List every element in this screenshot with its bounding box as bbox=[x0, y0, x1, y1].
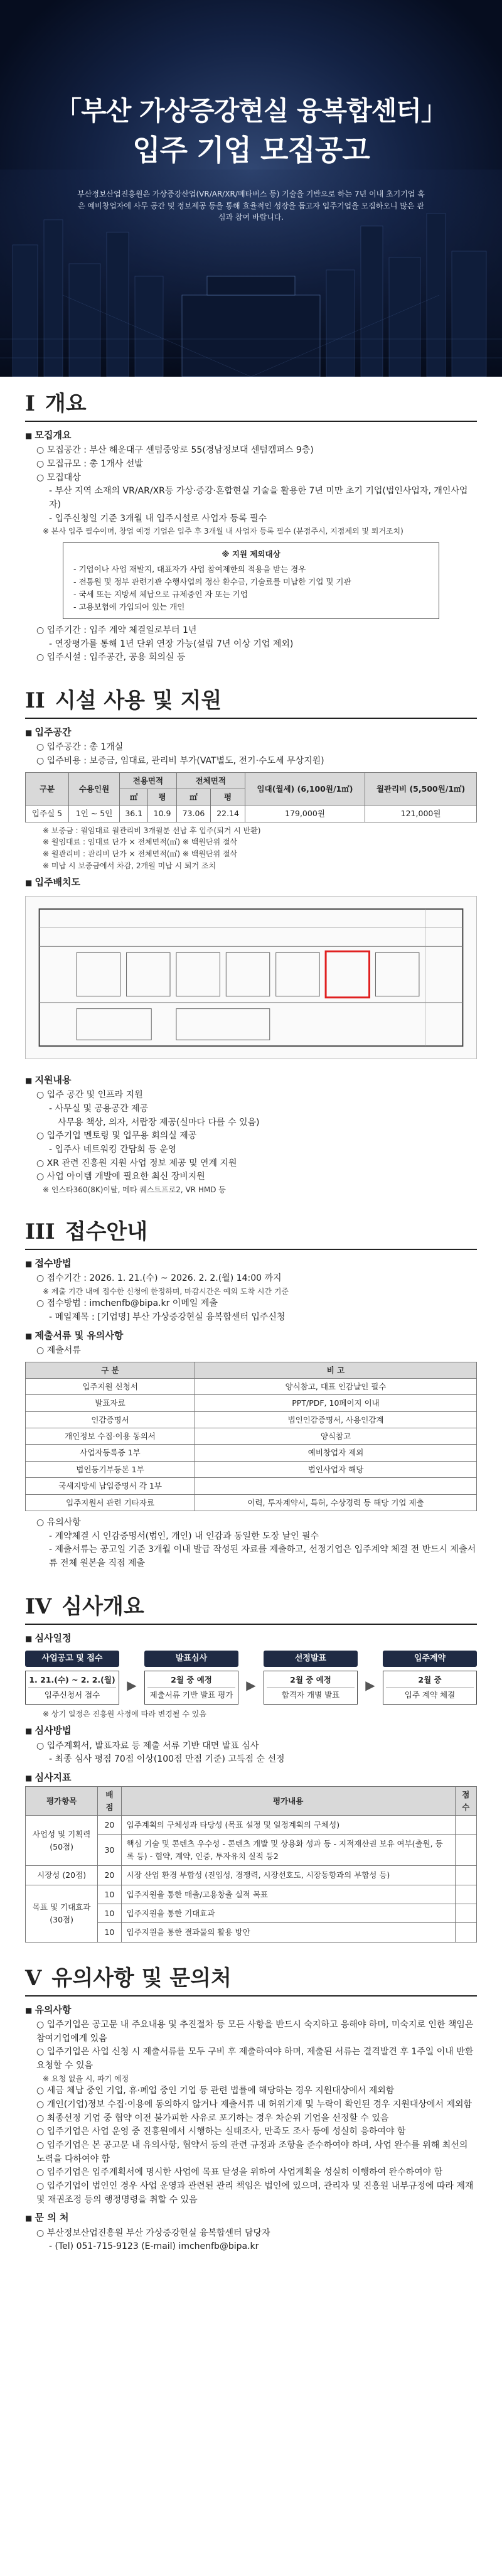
exclusion-item: - 고용보험에 가입되어 있는 개인 bbox=[73, 601, 429, 613]
section-number: IV bbox=[25, 1593, 52, 1619]
banner-title-line1: 「부산 가상증강현실 융복합센터」 bbox=[55, 95, 447, 126]
heading-floor-plan: ■ 입주배치도 bbox=[25, 875, 477, 890]
note-item: ○ 개인(기업)정보 수집·이용에 동의하지 않거나 제출서류 내 허위기재 및 누락이 확인된 경우 지원대상에서 제외함 bbox=[25, 2098, 477, 2112]
method-line: ○ 입주계획서, 발표자료 등 제출 서류 기반 대면 발표 심사 bbox=[25, 1740, 477, 1754]
note-item: ○ 세금 체납 중인 기업, 휴·폐업 중인 기업 등 관련 법률에 해당하는 경우 지원대상에서 제외함 bbox=[25, 2084, 477, 2098]
cell: 법인인감증명서, 사용인감계 bbox=[195, 1411, 477, 1428]
recruit-scale: ○ 모집규모 : 총 1개사 선발 bbox=[25, 458, 477, 472]
process-step bbox=[264, 1651, 358, 1705]
section-title: 시설 사용 및 지원 bbox=[55, 688, 222, 714]
note-item: ○ 입주기업은 공고문 내 주요내용 및 추진절차 등 모든 사항을 반드시 숙지하고 응해야 하며, 미숙지로 인한 책임은 참여기업에게 있음 bbox=[25, 2018, 477, 2045]
step-title: 사업공고 및 접수 bbox=[25, 1651, 119, 1667]
cell: 법인사업자 해당 bbox=[195, 1461, 477, 1477]
heading-criteria: ■ 심사지표 bbox=[25, 1770, 477, 1785]
recruit-facility: ○ 입주시설 : 입주공간, 공용 회의실 등 bbox=[25, 651, 477, 665]
recruit-space: ○ 모집공간 : 부산 해운대구 센텀중앙로 55(경남정보대 센텀캠퍼스 9층) bbox=[25, 444, 477, 458]
cell-content: 입주계획의 구체성과 타당성 (목표 설정 및 일정계획의 구체성) bbox=[121, 1816, 455, 1835]
support-sub: - 사무실 및 공용공간 제공 bbox=[25, 1102, 477, 1116]
table-row bbox=[26, 1816, 477, 1835]
heading-notes: ■ 유의사항 bbox=[25, 2003, 477, 2017]
period-extension: - 연장평가를 통해 1년 단위 연장 가능(설립 7년 이상 기업 제외) bbox=[25, 638, 477, 652]
section-overview bbox=[0, 377, 502, 674]
exclusion-item: - 전통원 및 정부 관련기관 수행사업의 정산 환수금, 기술료를 미납한 기업 및 기관 bbox=[73, 576, 429, 588]
cell-content: 시장 산업 환경 부합성 (진입성, 경쟁력, 시장선호도, 시장동향과의 부합성 등) bbox=[121, 1866, 455, 1885]
cell-group: 시장성 (20점) bbox=[26, 1866, 98, 1885]
process-flow bbox=[25, 1651, 477, 1705]
section-number: V bbox=[25, 1965, 42, 1991]
cell: 입주실 5 bbox=[26, 806, 69, 822]
contact-details: - (Tel) 051-715-9123 (E-mail) imchenfb@bipa.kr bbox=[25, 2240, 477, 2254]
table-note: ※ 월임대료 : 임대료 단가 × 전체면적(㎡) ※ 백원단위 절삭 bbox=[43, 838, 238, 847]
cell-points: 10 bbox=[98, 1904, 121, 1922]
cell-content: 입주지원을 통한 매출/고용창출 실적 목표 bbox=[121, 1885, 455, 1904]
hero-banner bbox=[0, 0, 502, 377]
cell-group: 목표 및 기대효과 (30점) bbox=[26, 1885, 98, 1942]
section-number: II bbox=[25, 688, 45, 714]
caution-heading: ○ 유의사항 bbox=[25, 1516, 477, 1530]
exclusion-item: - 기업이나 사업 재발지, 대표자가 사업 참여제한의 적용을 받는 경우 bbox=[73, 563, 429, 576]
documents-subheading: ○ 제출서류 bbox=[25, 1344, 477, 1358]
space-item: ○ 입주비용 : 보증금, 임대료, 관리비 부가(VAT별도, 전기·수도세 무상지원) bbox=[25, 755, 477, 768]
table-row bbox=[26, 1378, 477, 1394]
table-row bbox=[26, 1866, 477, 1885]
step-body bbox=[264, 1671, 358, 1705]
th-capacity: 수용인원 bbox=[69, 772, 120, 806]
exclusion-title: ※ 지원 제외대상 bbox=[222, 549, 280, 559]
step-desc: 입주 계약 체결 bbox=[404, 1690, 456, 1700]
cell-points: 30 bbox=[98, 1835, 121, 1866]
step-body bbox=[383, 1671, 477, 1705]
cell-score bbox=[455, 1923, 476, 1942]
arrow-right-icon: ▶ bbox=[246, 1678, 256, 1693]
section-review bbox=[0, 1580, 502, 1951]
documents-table bbox=[25, 1362, 477, 1511]
th-category: 구분 bbox=[26, 772, 69, 806]
exclusion-criteria-box bbox=[63, 542, 439, 619]
section-title: 개요 bbox=[45, 391, 87, 416]
step-title: 발표심사 bbox=[144, 1651, 238, 1667]
cell-score bbox=[455, 1904, 476, 1922]
step-body bbox=[25, 1671, 119, 1705]
cell: 발표자료 bbox=[26, 1395, 195, 1411]
section-header bbox=[25, 377, 477, 421]
application-period-note: ※ 제출 기간 내에 접수한 신청에 한정하며, 마감시간은 예외 도착 시간 기준 bbox=[43, 1286, 289, 1296]
th-total-area: 전체면적 bbox=[176, 772, 245, 789]
section-header bbox=[25, 1580, 477, 1624]
process-step bbox=[25, 1651, 119, 1705]
table-row bbox=[26, 1411, 477, 1428]
cell-content: 입주지원을 통한 기대효과 bbox=[121, 1904, 455, 1922]
note-item: ○ 입주기업은 입주계획서에 명시한 사업에 목표 달성을 위하여 사업계획을 성실히 이행하여 완수하여야 함 bbox=[25, 2166, 477, 2180]
cell: 개인정보 수집·이용 동의서 bbox=[26, 1428, 195, 1445]
section-number: I bbox=[25, 391, 35, 416]
recruit-target: ○ 모집대상 bbox=[25, 472, 477, 485]
section-number: III bbox=[25, 1219, 55, 1244]
step-title: 선정발표 bbox=[264, 1651, 358, 1667]
note-item: ○ 입주기업은 본 공고문 내 유의사항, 협약서 등의 관련 규정과 조항을 준수하여야 하며, 사업 완수를 위해 최선의 노력을 다하여야 함 bbox=[25, 2139, 477, 2166]
support-sub: - 입주사 네트워킹 간담회 등 운영 bbox=[25, 1143, 477, 1157]
cell-group: 사업성 및 기획력 (50점) bbox=[26, 1816, 98, 1866]
table-row bbox=[26, 1428, 477, 1445]
caution-item: - 계약체결 시 인감증명서(법인, 개인) 내 인감과 동일한 도장 날인 필수 bbox=[25, 1530, 477, 1544]
banner-title-line2: 입주 기업 모집공고 bbox=[132, 133, 370, 167]
cell: 국세지방세 납입증명서 각 1부 bbox=[26, 1478, 195, 1494]
application-email: ○ 접수방법 : imchenfb@bipa.kr 이메일 제출 bbox=[25, 1297, 477, 1311]
cell: 179,000원 bbox=[245, 806, 365, 822]
section-title: 유의사항 및 문의처 bbox=[51, 1965, 232, 1991]
cell-score bbox=[455, 1885, 476, 1904]
th-doc-note: 비 고 bbox=[195, 1362, 477, 1378]
th-rent: 임대(월세) (6,100원/1㎡) bbox=[245, 772, 365, 806]
cell: 인감증명서 bbox=[26, 1411, 195, 1428]
cell: 73.06 bbox=[176, 806, 211, 822]
arrow-right-icon: ▶ bbox=[365, 1678, 375, 1693]
step-date: 2월 중 예정 bbox=[147, 1674, 235, 1688]
table-note: ※ 보증금 : 월임대료 월관리비 3개월분 선납 후 입주(퇴거 시 반환) bbox=[43, 826, 261, 835]
section-header bbox=[25, 674, 477, 718]
support-item: ○ 사업 아이템 개발에 필요한 최신 장비지원 bbox=[25, 1170, 477, 1184]
exclusion-item: - 국세 또는 지방세 체납으로 규제중인 자 또는 기업 bbox=[73, 588, 429, 601]
cell: 이력, 투자계약서, 특허, 수상경력 등 해당 기업 제출 bbox=[195, 1494, 477, 1511]
note-sub: ※ 요청 없을 시, 파기 예정 bbox=[43, 2074, 129, 2083]
th-item: 평가항목 bbox=[26, 1787, 98, 1816]
th-unit: 평 bbox=[211, 789, 245, 806]
section-facility-support bbox=[0, 674, 502, 1205]
th-unit: ㎡ bbox=[120, 789, 148, 806]
step-desc: 제출서류 기반 발표 평가 bbox=[149, 1690, 233, 1700]
table-row bbox=[26, 806, 477, 822]
section-title: 접수안내 bbox=[65, 1219, 148, 1244]
table-row bbox=[26, 1461, 477, 1477]
cell-content: 입주지원을 통한 결과물의 활용 방안 bbox=[121, 1923, 455, 1942]
process-note: ※ 상기 일정은 진흥원 사정에 따라 변경될 수 있음 bbox=[43, 1709, 206, 1718]
process-step bbox=[383, 1651, 477, 1705]
application-email-subject: - 메일제목 : [기업명] 부산 가상증강현실 융복합센터 입주신청 bbox=[25, 1311, 477, 1325]
section-header bbox=[25, 1951, 477, 1995]
th-maintenance: 월관리비 (5,500원/1㎡) bbox=[365, 772, 477, 806]
note-item: ○ 입주기업은 사업 신청 시 제출서류를 모두 구비 후 제출하여야 하며, 제출된 서류는 결격발견 후 1주일 이내 반환 요청할 수 있음 bbox=[25, 2045, 477, 2072]
table-note: ※ 월관리비 : 관리비 단가 × 전체면적(㎡) ※ 백원단위 절삭 bbox=[43, 849, 238, 858]
section-notes-contact bbox=[0, 1951, 502, 2279]
cell: 1인 ~ 5인 bbox=[69, 806, 120, 822]
th-points: 배 점 bbox=[98, 1787, 121, 1816]
target-note: ※ 본사 입주 필수이며, 창업 예정 기업은 입주 후 3개월 내 사업자 등록 필수 (분점주시, 지점제외 및 퇴거조치) bbox=[43, 527, 403, 536]
cell: 양식참고 bbox=[195, 1428, 477, 1445]
target-line: - 부산 지역 소재의 VR/AR/XR등 가상·증강·혼합현실 기술을 활용한 7년 미만 초기 기업(법인사업자, 개인사업자) bbox=[25, 485, 477, 512]
section-title: 심사개요 bbox=[61, 1593, 144, 1619]
th-content: 평가내용 bbox=[121, 1787, 455, 1816]
section-divider bbox=[25, 1995, 477, 1997]
cell: 입주지원서 관련 기타자료 bbox=[26, 1494, 195, 1511]
note-item: ○ 입주기업은 사업 운영 중 진흥원에서 시행하는 실태조사, 만족도 조사 등에 성실히 응하여야 함 bbox=[25, 2125, 477, 2139]
table-row bbox=[26, 1494, 477, 1511]
note-item: ○ 최종선정 기업 중 협약 이전 불가피한 사유로 포기하는 경우 차순위 기업을 선정할 수 있음 bbox=[25, 2112, 477, 2126]
th-unit: ㎡ bbox=[176, 789, 211, 806]
cell: 입주지원 신청서 bbox=[26, 1378, 195, 1394]
cell: PPT/PDF, 10페이지 이내 bbox=[195, 1395, 477, 1411]
cell: 법인등기부등본 1부 bbox=[26, 1461, 195, 1477]
step-date: 2월 중 bbox=[386, 1674, 474, 1688]
heading-recruit-overview: ■ 모집개요 bbox=[25, 428, 477, 443]
cell: 121,000원 bbox=[365, 806, 477, 822]
heading-space: ■ 입주공간 bbox=[25, 725, 477, 740]
section-divider bbox=[25, 718, 477, 719]
cell: 사업자등록증 1부 bbox=[26, 1445, 195, 1461]
method-sub: - 최종 심사 평점 70점 이상(100점 만점 기준) 고득점 순 선정 bbox=[25, 1753, 477, 1767]
heading-documents: ■ 제출서류 및 유의사항 bbox=[25, 1328, 477, 1343]
table-row bbox=[26, 1395, 477, 1411]
cell: 22.14 bbox=[211, 806, 245, 822]
support-item: ○ XR 관련 진흥원 지원 사업 정보 제공 및 연계 지원 bbox=[25, 1157, 477, 1171]
recruit-period: ○ 입주기간 : 입주 계약 체결일로부터 1년 bbox=[25, 624, 477, 638]
section-divider bbox=[25, 421, 477, 422]
step-desc: 합격자 개별 발표 bbox=[281, 1690, 340, 1700]
th-score: 점 수 bbox=[455, 1787, 476, 1816]
cell-points: 20 bbox=[98, 1866, 121, 1885]
note-item: ○ 입주기업이 법인인 경우 사업 운영과 관련된 관리 책임은 법인에 있으며, 관리자 및 진흥원 내부규정에 따라 제재 및 재권조정 등의 행정명령을 취할 수 있음 bbox=[25, 2180, 477, 2207]
banner-description: 부산정보산업진흥원은 가상증강산업(VR/AR/XR/메타버스 등) 기술을 기반으로 하는 7년 이내 초기기업 혹은 예비창업자에 사무 공간 및 정보제공 등을 통해 효율적인 성장을 돕고자 입주기업을 모집하오니 많은 관심과 참여 바랍니다. bbox=[77, 190, 425, 222]
cell bbox=[195, 1478, 477, 1494]
table-row bbox=[26, 1885, 477, 1904]
step-body bbox=[144, 1671, 238, 1705]
floor-plan-diagram bbox=[25, 896, 477, 1059]
target-line: - 입주신청일 기준 3개월 내 입주시설로 사업자 등록 필수 bbox=[25, 512, 477, 526]
heading-application-method: ■ 접수방법 bbox=[25, 1256, 477, 1271]
heading-schedule: ■ 심사일정 bbox=[25, 1631, 477, 1646]
table-note: ※ 미납 시 보증금에서 차감, 2개월 미납 시 퇴거 조치 bbox=[43, 861, 216, 870]
arrow-right-icon: ▶ bbox=[127, 1678, 137, 1693]
step-date: 2월 중 예정 bbox=[267, 1674, 355, 1688]
process-step bbox=[144, 1651, 238, 1705]
cell: 10.9 bbox=[148, 806, 176, 822]
cell-score bbox=[455, 1866, 476, 1885]
table-row bbox=[26, 1445, 477, 1461]
support-item: ○ 입주 공간 및 인프라 지원 bbox=[25, 1089, 477, 1102]
cell-points: 10 bbox=[98, 1885, 121, 1904]
application-period: ○ 접수기간 : 2026. 1. 21.(수) ~ 2026. 2. 2.(월) 14:00 까지 bbox=[25, 1272, 477, 1286]
th-doc-type: 구 분 bbox=[26, 1362, 195, 1378]
section-divider bbox=[25, 1624, 477, 1625]
cell: 예비창업자 제외 bbox=[195, 1445, 477, 1461]
section-divider bbox=[25, 1249, 477, 1250]
heading-support: ■ 지원내용 bbox=[25, 1073, 477, 1087]
cell: 양식참고, 대표 인감날인 필수 bbox=[195, 1378, 477, 1394]
cell-score bbox=[455, 1835, 476, 1866]
support-note: ※ 인스타360(8K)이탈, 메타 퀘스트프로2, VR HMD 등 bbox=[43, 1185, 226, 1195]
support-sub: 사무용 책상, 의자, 서랍장 제공(실마다 다를 수 있음) bbox=[58, 1117, 260, 1128]
step-desc: 입주신청서 접수 bbox=[44, 1690, 100, 1700]
cell-content: 핵심 기술 및 콘텐츠 우수성 - 콘텐츠 개발 및 상용화 성과 등 - 지적재산권 보유 여부(출원, 등록 등) - 협약, 계약, 인증, 투자유치 실적 등2 bbox=[121, 1835, 455, 1866]
step-title: 입주계약 bbox=[383, 1651, 477, 1667]
space-cost-table bbox=[25, 772, 477, 822]
cell-points: 10 bbox=[98, 1923, 121, 1942]
space-item: ○ 입주공간 : 총 1개실 bbox=[25, 741, 477, 755]
section-header bbox=[25, 1205, 477, 1249]
cell: 36.1 bbox=[120, 806, 148, 822]
cell-score bbox=[455, 1816, 476, 1835]
scoring-table bbox=[25, 1786, 477, 1942]
contact-line: ○ 부산정보산업진흥원 부산 가상증강현실 융복합센터 담당자 bbox=[25, 2227, 477, 2241]
heading-contact: ■ 문 의 처 bbox=[25, 2211, 477, 2225]
th-unit: 평 bbox=[148, 789, 176, 806]
step-date: 1. 21.(수) ~ 2. 2.(월) bbox=[28, 1674, 116, 1688]
caution-item: - 제출서류는 공고일 기준 3개월 이내 발급 작성된 자료를 제출하고, 선정기업은 입주계약 체결 전 반드시 제출서류 전체 원본을 직접 제출 bbox=[25, 1543, 477, 1570]
table-row bbox=[26, 1478, 477, 1494]
support-item: ○ 입주기업 멘토링 및 업무용 회의실 제공 bbox=[25, 1129, 477, 1143]
heading-method: ■ 심사방법 bbox=[25, 1723, 477, 1738]
section-application bbox=[0, 1205, 502, 1580]
cell-points: 20 bbox=[98, 1816, 121, 1835]
th-private-area: 전용면적 bbox=[120, 772, 177, 789]
